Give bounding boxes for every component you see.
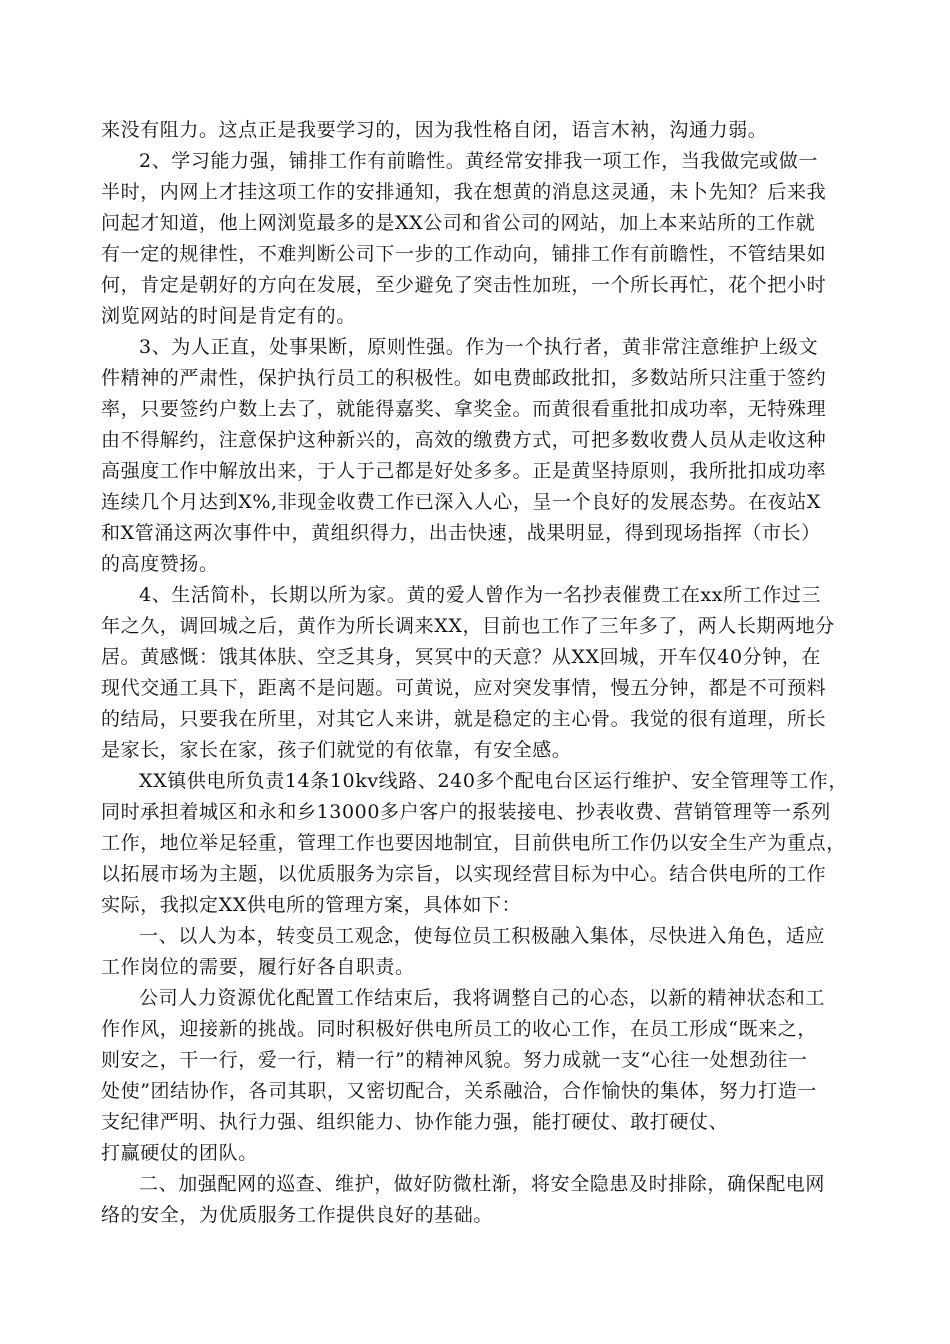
text-line: 高强度工作中解放出来，于人于己都是好处多多。正是黄坚持原则，我所批扣成功率 — [101, 460, 827, 482]
text-line: 工作岗位的需要，履行好各自职责。 — [101, 956, 415, 978]
text-line: 现代交通工具下，距离不是问题。可黄说，应对突发事情，慢五分钟，都是不可预料 — [101, 677, 827, 699]
text-line: 3、为人正直，处事果断，原则性强。作为一个执行者，黄非常注意维护上级文 — [139, 336, 819, 358]
text-line: 络的安全，为优质服务工作提供良好的基础。 — [101, 1204, 494, 1226]
text-line: 由不得解约，注意保护这种新兴的，高效的缴费方式，可把多数收费人员从走收这种 — [101, 429, 827, 451]
text-line: 来没有阻力。这点正是我要学习的，因为我性格自闭，语言木衲，沟通力弱。 — [101, 119, 768, 141]
paragraph — [101, 146, 859, 332]
text-line: 4、生活简朴，长期以所为家。黄的爱人曾作为一名抄表催费工在xx所工作过三 — [139, 584, 822, 606]
text-line: 的高度赞扬。 — [101, 553, 219, 575]
text-line: 实际，我拟定XX供电所的管理方案，具体如下： — [101, 894, 522, 916]
paragraph — [101, 766, 859, 921]
text-line: 浏览网站的时间是肯定有的。 — [101, 305, 356, 327]
document-body — [101, 115, 859, 1231]
text-line: 二、加强配网的巡查、维护，做好防微杜渐，将安全隐患及时排除，确保配电网 — [139, 1173, 826, 1195]
text-line: 的结局，只要我在所里，对其它人来讲，就是稳定的主心骨。我觉的很有道理，所长 — [101, 708, 827, 730]
text-line: 居。黄感慨：饿其体肤、空乏其身，冥冥中的天意？从XX回城，开车仅40分钟，在 — [101, 646, 822, 668]
text-line: 公司人力资源优化配置工作结束后，我将调整自己的心态，以新的精神状态和工 — [139, 987, 826, 1009]
text-line: 2、学习能力强，铺排工作有前瞻性。黄经常安排我一项工作，当我做完或做一 — [139, 150, 819, 172]
text-line: 半时，内网上才挂这项工作的安排通知，我在想黄的消息这灵通，未卜先知？后来我 — [101, 181, 827, 203]
text-line: 有一定的规律性，不难判断公司下一步的工作动向，铺排工作有前瞻性，不管结果如 — [101, 243, 827, 265]
paragraph — [101, 580, 859, 766]
paragraph — [101, 115, 859, 146]
paragraph — [101, 983, 859, 1169]
text-line: 何，肯定是朝好的方向在发展，至少避免了突击性加班，一个所长再忙，花个把小时 — [101, 274, 827, 296]
text-line: 打赢硬仗的团队。 — [101, 1142, 258, 1164]
paragraph — [101, 1169, 859, 1231]
paragraph — [101, 921, 859, 983]
text-line: 以拓展市场为主题，以优质服务为宗旨，以实现经营目标为中心。结合供电所的工作 — [101, 863, 827, 885]
text-line: 连续几个月达到X%,非现金收费工作已深入人心，呈一个良好的发展态势。在夜站X — [101, 491, 821, 513]
text-line: XX镇供电所负责14条10kv线路、240多个配电台区运行维护、安全管理等工作， — [139, 770, 848, 792]
text-line: 和X管涌这两次事件中，黄组织得力，出击快速，战果明显，得到现场指挥（市长） — [101, 522, 821, 544]
text-line: 作作风，迎接新的挑战。同时积极好供电所员工的收心工作，在员工形成“既来之， — [101, 1018, 817, 1040]
text-line: 同时承担着城区和永和乡13000多户客户的报装接电、抄表收费、营销管理等一系列 — [101, 801, 831, 823]
text-line: 件精神的严肃性，保护执行员工的积极性。如电费邮政批扣，多数站所只注重于签约 — [101, 367, 827, 389]
text-line: 工作，地位举足轻重，管理工作也要因地制宜，目前供电所工作仍以安全生产为重点， — [101, 832, 846, 854]
text-line: 率，只要签约户数上去了，就能得嘉奖、拿奖金。而黄很看重批扣成功率，无特殊理 — [101, 398, 827, 420]
text-line: 年之久，调回城之后，黄作为所长调来XX，目前也工作了三年多了，两人长期两地分 — [101, 615, 835, 637]
text-line: 问起才知道，他上网浏览最多的是XX公司和省公司的网站，加上本来站所的工作就 — [101, 212, 816, 234]
text-line: 处使”团结协作，各司其职，又密切配合，关系融洽，合作愉快的集体，努力打造一 — [101, 1080, 817, 1102]
text-line: 则安之，干一行，爱一行，精一行”的精神风貌。努力成就一支“心往一处想劲往一 — [101, 1049, 808, 1071]
text-line: 支纪律严明、执行力强、组织能力、协作能力强，能打硬仗、敢打硬仗、 — [101, 1111, 729, 1133]
paragraph — [101, 332, 859, 580]
text-line: 是家长，家长在家，孩子们就觉的有依靠，有安全感。 — [101, 739, 572, 761]
text-line: 一、以人为本，转变员工观念，使每位员工积极融入集体，尽快进入角色，适应 — [139, 925, 826, 947]
